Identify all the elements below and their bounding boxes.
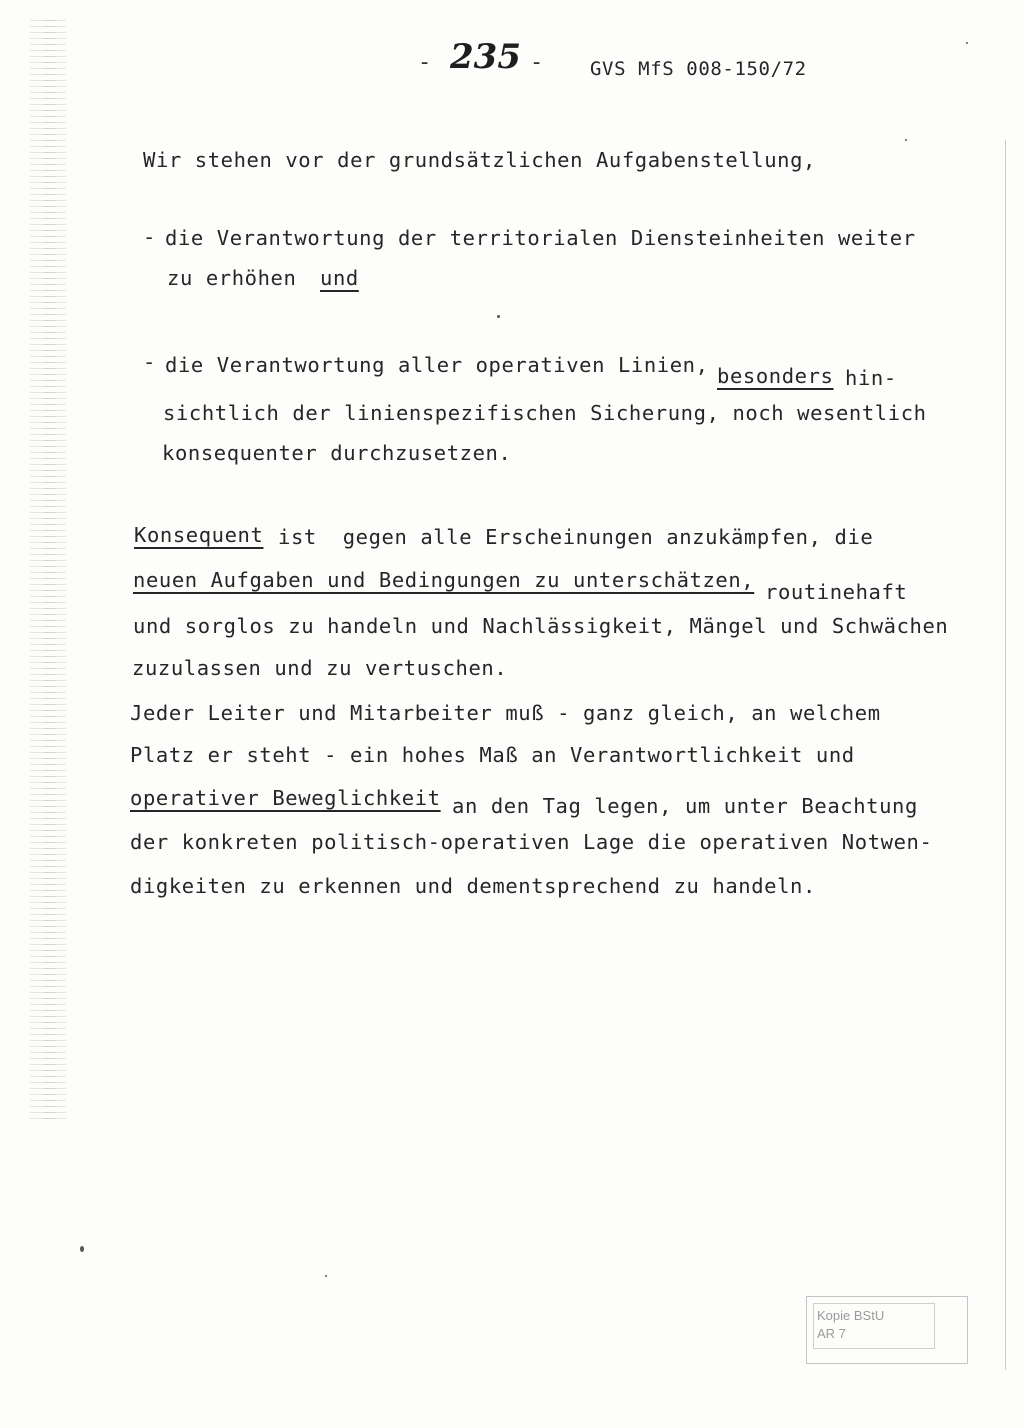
bullet-2-dash: -: [143, 350, 156, 374]
header-right-dash: -: [530, 50, 544, 75]
para-1-line-2-end: routinehaft: [765, 580, 908, 604]
scan-speck: [905, 139, 907, 141]
scan-speck: [966, 42, 968, 44]
bullet-2-line-3: konsequenter durchzusetzen.: [162, 441, 512, 465]
bullet-1-line-1: die Verantwortung der territorialen Diensteinheiten weiter: [165, 226, 916, 250]
underlined-konsequent: Konsequent: [134, 523, 264, 547]
scan-speck: [497, 315, 500, 318]
stamp-line-1: Kopie BStU: [817, 1308, 885, 1323]
para-1-line-1: ist gegen alle Erscheinungen anzukämpfen, die: [278, 525, 874, 549]
bullet-1-dash: -: [143, 225, 156, 249]
para-2-line-2: Platz er steht - ein hohes Maß an Verantwortlichkeit und: [130, 743, 855, 767]
underlined-phrase-aufgaben: neuen Aufgaben und Bedingungen zu unterschätzen,: [133, 568, 755, 592]
intro-line: Wir stehen vor der grundsätzlichen Aufgabenstellung,: [143, 148, 816, 172]
scan-speck: [325, 1275, 327, 1277]
bullet-2-line-1: die Verantwortung aller operativen Linien,: [165, 353, 709, 377]
para-2-line-1: Jeder Leiter und Mitarbeiter muß - ganz gleich, an welchem: [130, 701, 881, 725]
archive-stamp: [806, 1296, 968, 1364]
para-2-line-4: der konkreten politisch-operativen Lage die operativen Notwen-: [130, 830, 933, 854]
para-2-line-3-end: an den Tag legen, um unter Beachtung: [452, 794, 918, 818]
para-1-line-4: zuzulassen und zu vertuschen.: [132, 656, 508, 680]
underlined-besonders: besonders: [717, 364, 834, 388]
para-1-line-3: und sorglos zu handeln und Nachlässigkeit, Mängel und Schwächen: [133, 614, 949, 638]
right-page-edge: [1005, 140, 1006, 1370]
header-left-dash: -: [418, 50, 432, 75]
handwritten-page-number: 235: [450, 37, 521, 77]
stamp-line-2: AR 7: [817, 1326, 846, 1341]
underlined-operativer-beweglichkeit: operativer Beweglichkeit: [130, 786, 441, 810]
binding-edge-marks-inner: [44, 20, 56, 1120]
underlined-und: und: [320, 266, 359, 290]
scan-speck: [80, 1246, 84, 1252]
para-2-line-5: digkeiten zu erkennen und dementsprechend zu handeln.: [130, 874, 816, 898]
document-reference: GVS MfS 008-150/72: [590, 58, 807, 80]
bullet-2-line-2: sichtlich der linienspezifischen Sicherung, noch wesentlich: [163, 401, 927, 425]
bullet-1-line-2: zu erhöhen: [167, 266, 297, 290]
bullet-2-line-1-end: hin-: [845, 366, 897, 390]
